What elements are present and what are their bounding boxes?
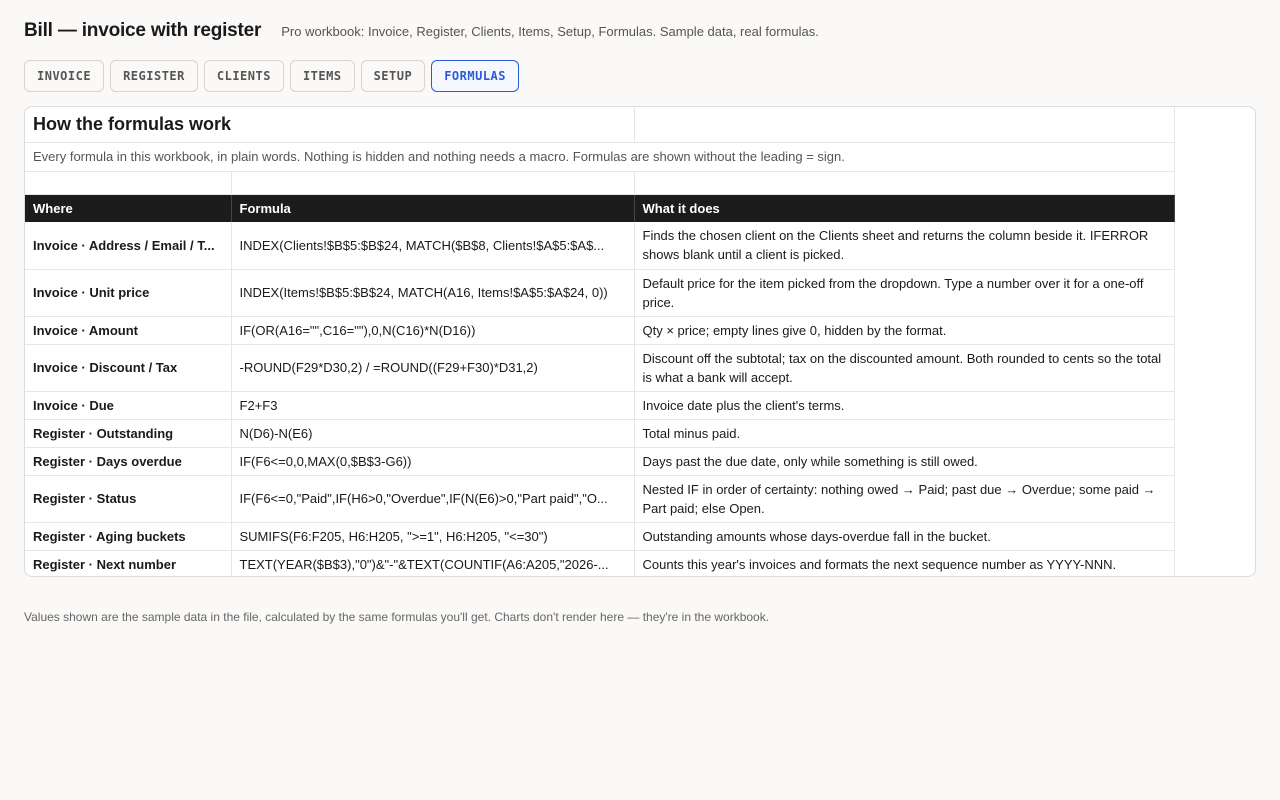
- tab-setup[interactable]: SETUP: [361, 60, 426, 92]
- where-cell[interactable]: Register · Outstanding: [25, 419, 231, 447]
- sheet-title: How the formulas work: [33, 113, 232, 134]
- app-subtitle: Pro workbook: Invoice, Register, Clients, Items, Setup, Formulas. Sample data, real formulas.: [281, 24, 819, 39]
- description-cell[interactable]: Default price for the item picked from the dropdown. Type a number over it for a one-off price.: [634, 269, 1174, 316]
- table-row: [25, 447, 1174, 475]
- table-row: [25, 344, 1174, 391]
- tab-items[interactable]: ITEMS: [290, 60, 355, 92]
- where-cell[interactable]: Invoice · Address / Email / T...: [25, 222, 231, 269]
- footnote: Values shown are the sample data in the file, calculated by the same formulas you'll get. Charts don't render here — they're in the workbook.: [24, 610, 770, 624]
- formula-cell[interactable]: IF(F6<=0,0,MAX(0,$B$3-G6)): [231, 447, 634, 475]
- table-row: [25, 550, 1174, 577]
- where-cell[interactable]: Invoice · Amount: [25, 316, 231, 344]
- tab-invoice[interactable]: INVOICE: [24, 60, 104, 92]
- formula-cell[interactable]: IF(F6<=0,"Paid",IF(H6>0,"Overdue",IF(N(E6)>0,"Part paid","O...: [231, 475, 634, 522]
- where-cell[interactable]: Register · Aging buckets: [25, 522, 231, 550]
- formula-cell[interactable]: TEXT(YEAR($B$3),"0")&"-"&TEXT(COUNTIF(A6:A205,"2026-...: [231, 550, 634, 577]
- where-cell[interactable]: Invoice · Discount / Tax: [25, 344, 231, 391]
- description-cell[interactable]: Nested IF in order of certainty: nothing owed → Paid; past due → Overdue; some paid → Part paid; else Open.: [634, 475, 1174, 522]
- description-cell[interactable]: Qty × price; empty lines give 0, hidden by the format.: [634, 316, 1174, 344]
- formulas-sheet: [24, 106, 1256, 577]
- description-cell[interactable]: Days past the due date, only while something is still owed.: [634, 447, 1174, 475]
- table-row: [25, 316, 1174, 344]
- where-cell[interactable]: Register · Days overdue: [25, 447, 231, 475]
- formula-cell[interactable]: IF(OR(A16="",C16=""),0,N(C16)*N(D16)): [231, 316, 634, 344]
- sheet-tabs: [24, 60, 525, 92]
- app-title: Bill — invoice with register: [24, 20, 262, 41]
- formula-cell[interactable]: -ROUND(F29*D30,2) / =ROUND((F29+F30)*D31,2): [231, 344, 634, 391]
- formula-cell[interactable]: SUMIFS(F6:F205, H6:H205, ">=1", H6:H205, "<=30"): [231, 522, 634, 550]
- column-header-row: [25, 194, 1174, 222]
- column-header-where: Where: [25, 194, 231, 222]
- column-header-what-it-does: What it does: [634, 194, 1174, 222]
- where-cell[interactable]: Invoice · Unit price: [25, 269, 231, 316]
- header: [24, 20, 819, 42]
- formula-cell[interactable]: N(D6)-N(E6): [231, 419, 634, 447]
- description-cell[interactable]: Total minus paid.: [634, 419, 1174, 447]
- where-cell[interactable]: Register · Next number: [25, 550, 231, 577]
- formula-cell[interactable]: INDEX(Items!$B$5:$B$24, MATCH(A16, Items!$A$5:$A$24, 0)): [231, 269, 634, 316]
- formula-cell[interactable]: F2+F3: [231, 391, 634, 419]
- sheet-description: Every formula in this workbook, in plain words. Nothing is hidden and nothing needs a macro. Formulas are shown without the leading = sign.: [33, 149, 845, 164]
- description-cell[interactable]: Outstanding amounts whose days-overdue fall in the bucket.: [634, 522, 1174, 550]
- formula-cell[interactable]: INDEX(Clients!$B$5:$B$24, MATCH($B$8, Clients!$A$5:$A$...: [231, 222, 634, 269]
- table-row: [25, 222, 1174, 269]
- tab-clients[interactable]: CLIENTS: [204, 60, 284, 92]
- description-cell[interactable]: Finds the chosen client on the Clients sheet and returns the column beside it. IFERROR shows blank until a client is picked.: [634, 222, 1174, 269]
- description-cell[interactable]: Counts this year's invoices and formats the next sequence number as YYYY-NNN.: [634, 550, 1174, 577]
- tab-register[interactable]: REGISTER: [110, 60, 198, 92]
- description-cell[interactable]: Discount off the subtotal; tax on the discounted amount. Both rounded to cents so the total is what a bank will accept.: [634, 344, 1174, 391]
- where-cell[interactable]: Invoice · Due: [25, 391, 231, 419]
- table-row: [25, 522, 1174, 550]
- table-row: [25, 419, 1174, 447]
- formulas-grid: [25, 107, 1175, 577]
- table-row: [25, 391, 1174, 419]
- where-cell[interactable]: Register · Status: [25, 475, 231, 522]
- column-header-formula: Formula: [231, 194, 634, 222]
- table-row: [25, 269, 1174, 316]
- tab-formulas[interactable]: FORMULAS: [431, 60, 519, 92]
- table-row: [25, 475, 1174, 522]
- description-cell[interactable]: Invoice date plus the client's terms.: [634, 391, 1174, 419]
